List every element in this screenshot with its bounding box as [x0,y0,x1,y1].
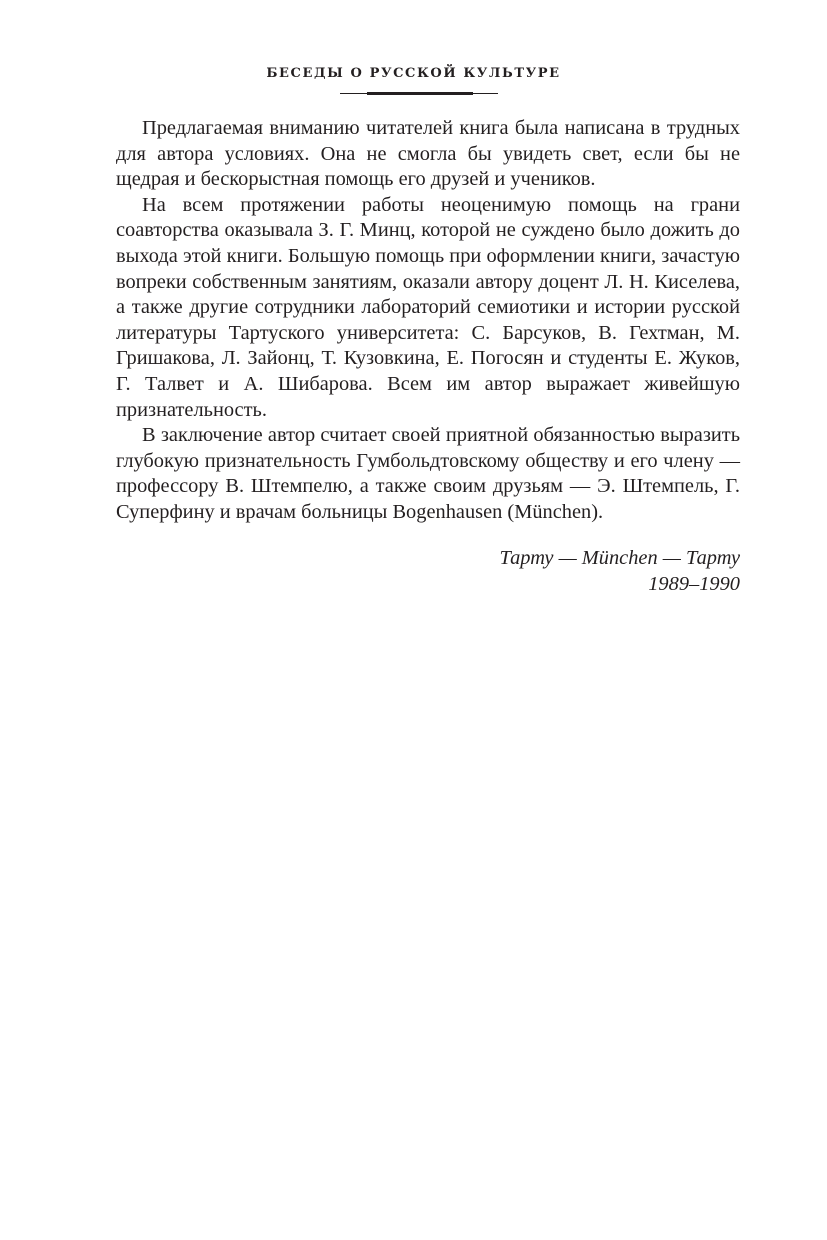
signature-years: 1989–1990 [648,572,740,595]
paragraph-1: Предлагаемая вниманию читателей книга была написана в трудных для автора условиях. Она не смогла бы увидеть свет, если бы не щедрая и бескорыстная помощь его друзей и учеников. [116,117,740,191]
preface-body [116,116,740,526]
running-head: БЕСЕДЫ О РУССКОЙ КУЛЬТУРЕ [266,66,561,81]
paragraph-2: На всем протяжении работы неоценимую помощь на грани соавторства оказывала З. Г. Минц, которой не суждено было дожить до выхода этой книги. Большую помощь при оформлении книги, зачастую вопреки собственным занятиям, оказали автору доцент Л. Н. Киселева, а также другие сотрудники лабораторий семиотики и истории русской литературы Тартуского университета: С. Барсуков, В. Гехтман, М. Гришакова, Л. Зайонц, Т. Кузовкина, Е. Погосян и студенты Е. Жуков, Г. Талвет и А. Шибарова. Всем им автор выражает живейшую признательность. [116,193,740,421]
paragraph-3: В заключение автор считает своей приятной обязанностью выразить глубокую признательность Гумбольдтовскому обществу и его члену — профессору В. Штемпелю, а также своим друзьям — Э. Штемпель, Г. Суперфину и врачам больницы Bogenhausen (München). [116,424,740,523]
signature-places: Тарту — München — Тарту [499,547,740,569]
signature-block [116,546,740,597]
running-head-rule-accent [367,92,473,95]
